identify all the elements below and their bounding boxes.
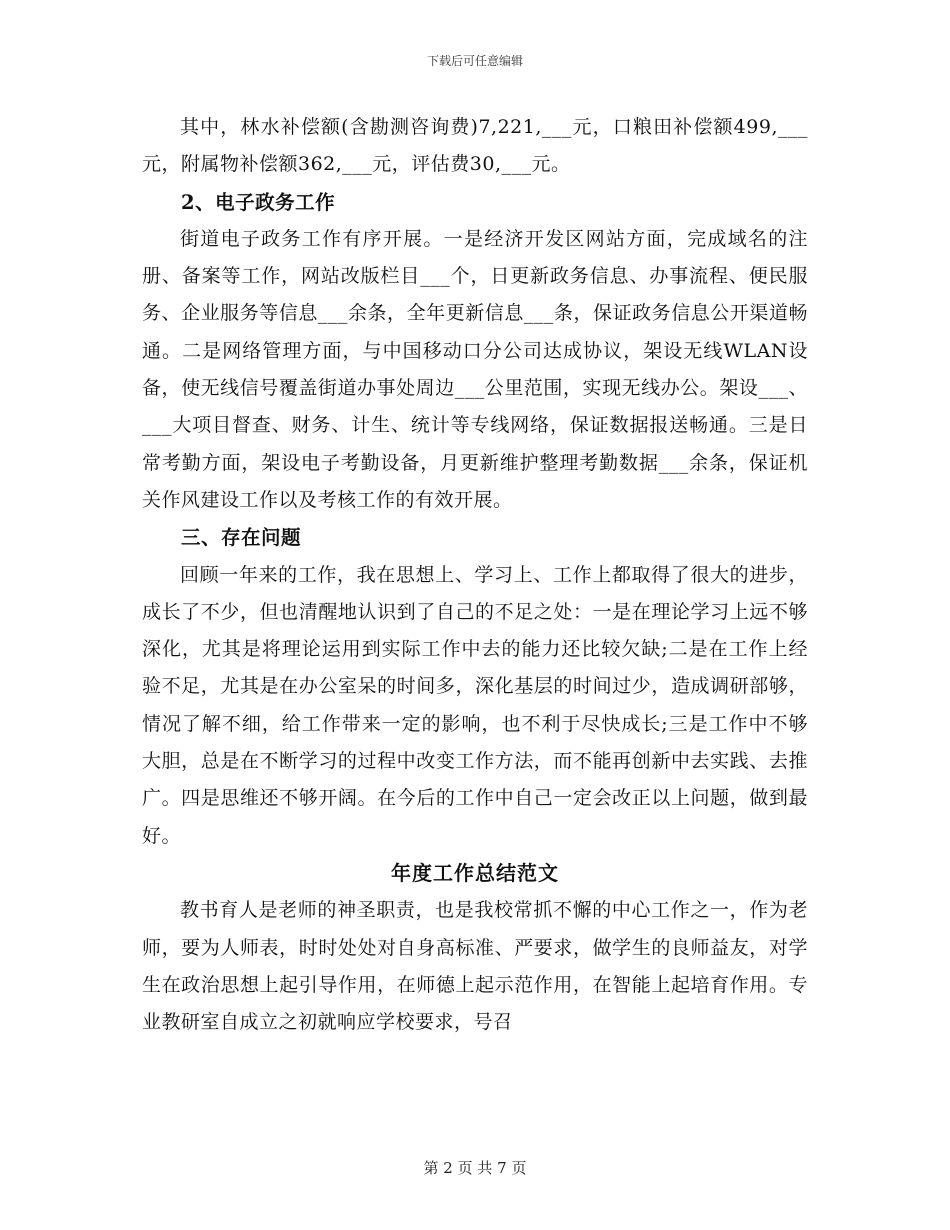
paragraph-e-government: 街道电子政务工作有序开展。一是经济开发区网站方面，完成域名的注册、备案等工作，网站改版栏目___个，日更新政务信息、办事流程、便民服务、企业服务等信息___余条，全年更新信息___条，保证政务信息公开渠道畅通。二是网络管理方面，与中国移动口分公司达成协议，架设无线WLAN设备，使无线信号覆盖街道办事处周边___公里范围，实现无线办公。架设___、___大项目督查、财务、计生、统计等专线网络，保证数据报送畅通。三是日常考勤方面，架设电子考勤设备，月更新维护整理考勤数据___余条，保证机关作风建设工作以及考核工作的有效开展。 bbox=[142, 227, 808, 511]
document-body bbox=[142, 109, 808, 1041]
page-footer: 第 2 页 共 7 页 bbox=[423, 1159, 527, 1177]
page-header: 下载后可任意编辑 bbox=[426, 54, 523, 68]
paragraph-compensation: 其中，林水补偿额(含勘测咨询费)7,221,___元，口粮田补偿额499,___元，附属物补偿额362,___元，评估费30,___元。 bbox=[142, 116, 808, 176]
section-title: 年度工作总结范文 bbox=[391, 860, 559, 885]
paragraph-teaching: 教书育人是老师的神圣职责，也是我校常抓不懈的中心工作之一，作为老师，要为人师表，时时处处对自身高标准、严要求，做学生的良师益友，对学生在政治思想上起引导作用，在师德上起示范作用，在智能上起培育作用。专业教研室自成立之初就响应学校要求，号召 bbox=[142, 899, 808, 1034]
heading-e-government: 2、电子政务工作 bbox=[181, 190, 336, 214]
heading-problems: 三、存在问题 bbox=[181, 526, 302, 550]
paragraph-problems: 回顾一年来的工作，我在思想上、学习上、工作上都取得了很大的进步，成长了不少，但也清醒地认识到了自己的不足之处：一是在理论学习上远不够深化，尤其是将理论运用到实际工作中去的能力还比较欠缺;二是在工作上经验不足，尤其是在办公室呆的时间多，深化基层的时间过少，造成调研部够，情况了解不细，给工作带来一定的影响，也不利于尽快成长;三是工作中不够大胆，总是在不断学习的过程中改变工作方法，而不能再创新中去实践、去推广。四是思维还不够开阔。在今后的工作中自己一定会改正以上问题，做到最好。 bbox=[142, 563, 808, 847]
